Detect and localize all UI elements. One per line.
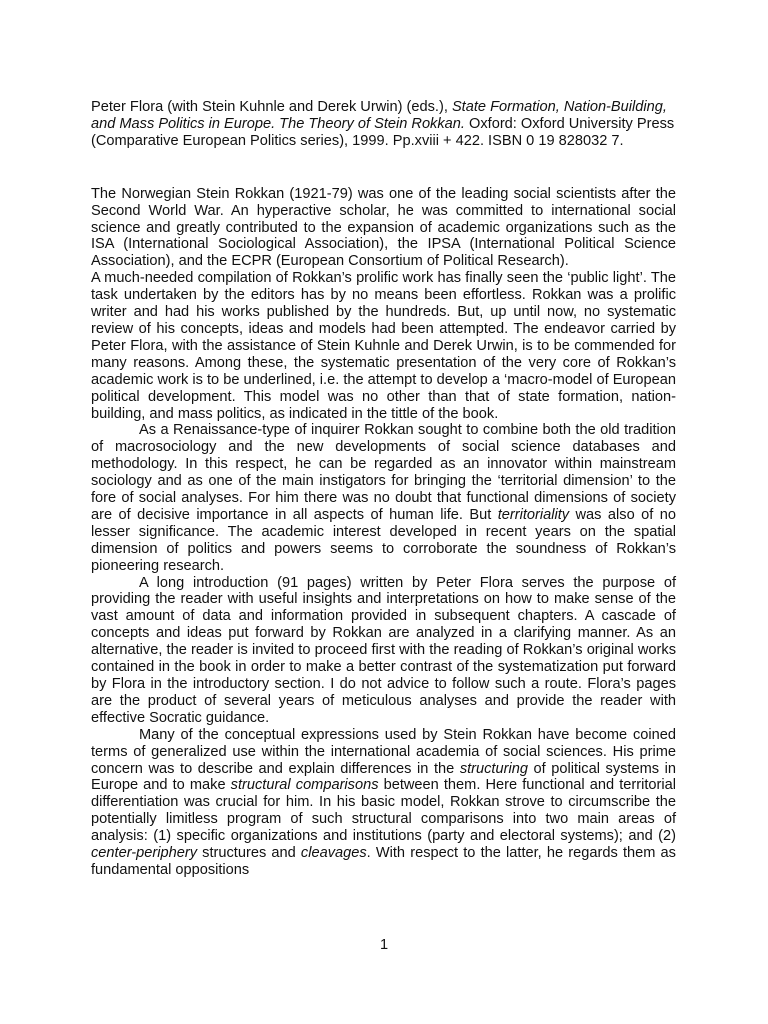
paragraph-5-text-d: structures and <box>197 845 301 862</box>
citation-authors: Peter Flora (with Stein Kuhnle and Derek Urwin) (eds.), <box>91 99 452 115</box>
paragraph-5-text-b: of political systems in Europe and to make <box>91 760 676 794</box>
paragraph-2: A much-needed compilation of Rokkan’s prolific work has finally seen the ‘public light’. The task undertaken by the editors has by no means been effortless. Rokkan was a prolific writer and had his works published by the hundreds. But, up until now, no systematic review of his concepts, ideas and models had been attempted. The endeavor carried by Peter Flora, with the assistance of Stein Kuhnle and Derek Urwin, is to be commended for many reasons. Among these, the systematic presentation of the very core of Rokkan’s academic work is to be underlined, i.e. the attempt to develop a ‘macro-model of European political development. This model was no other than that of state formation, nation-building, and mass politics, as indicated in the tittle of the book. <box>91 270 676 422</box>
paragraph-3 <box>91 422 676 574</box>
paragraph-5-text-e: . With respect to the latter, he regards them as fundamental oppositions <box>91 845 676 878</box>
paragraph-3-text-a: As a Renaissance-type of inquirer Rokkan sought to combine both the old tradition of macrosociology and the new developments of social science databases and methodology. In this respect, he can be regarded as an innovator within mainstream sociology and as one of the main instigators for bringing the ‘territorial dimension’ to the fore of social analyses. For him there was no doubt that functional dimensions of society are of decisive importance in all aspects of human life. But <box>91 422 676 523</box>
page-number: 1 <box>379 937 389 953</box>
emphasis-structural-comparisons: structural comparisons <box>230 777 379 794</box>
emphasis-structuring: structuring <box>459 760 528 777</box>
paragraph-5-text-a: Many of the conceptual expressions used by Stein Rokkan have become coined terms of generalized use within the international academia of social sciences. His prime concern was to describe and explain differences in the <box>91 726 676 777</box>
paragraph-1: The Norwegian Stein Rokkan (1921-79) was one of the leading social scientists after the Second World War. An hyperactive scholar, he was committed to international social science and greatly contributed to the expansion of academic organizations such as the ISA (International Sociological Association), the IPSA (International Political Science Association), and the ECPR (European Consortium of Political Research). <box>91 185 676 270</box>
paragraph-3-text-b: was also of no lesser significance. The academic interest developed in recent years on the spatial dimension of politics and powers seems to corroborate the soundness of Rokkan’s pioneering research. <box>91 506 676 574</box>
document-page <box>91 99 676 879</box>
paragraph-4: A long introduction (91 pages) written by Peter Flora serves the purpose of providing the reader with useful insights and interpretations on how to make sense of the vast amount of data and information provided in subsequent chapters. A cascade of concepts and ideas put forward by Rokkan are analyzed in a clarifying manner. As an alternative, the reader is invited to proceed first with the reading of Rokkan’s original works contained in the book in order to make a better contrast of the systematization put forward by Flora in the introductory section. I do not advice to follow such a route. Flora’s pages are the product of several years of meticulous analyses and provide the reader with effective Socratic guidance. <box>91 574 676 726</box>
paragraph-5 <box>91 727 676 879</box>
citation-title: State Formation, Nation-Building, and Mass Politics in Europe. The Theory of Stein Rokkan. <box>91 99 667 132</box>
emphasis-cleavages: cleavages <box>300 845 367 862</box>
book-citation <box>91 99 676 150</box>
review-body <box>91 186 676 879</box>
emphasis-center-periphery: center-periphery <box>91 845 197 862</box>
citation-publisher: Oxford: Oxford University Press (Comparative European Politics series), 1999. Pp.xviii + 422. ISBN 0 19 828032 7. <box>91 115 675 149</box>
paragraph-5-text-c: between them. Here functional and territorial differentiation was crucial for him. In his basic model, Rokkan strove to circumscribe the potentially limitless program of such structural comparisons into two main areas of analysis: (1) specific organizations and institutions (party and electoral systems); and (2) <box>91 777 676 845</box>
emphasis-territoriality: territoriality <box>497 506 570 523</box>
